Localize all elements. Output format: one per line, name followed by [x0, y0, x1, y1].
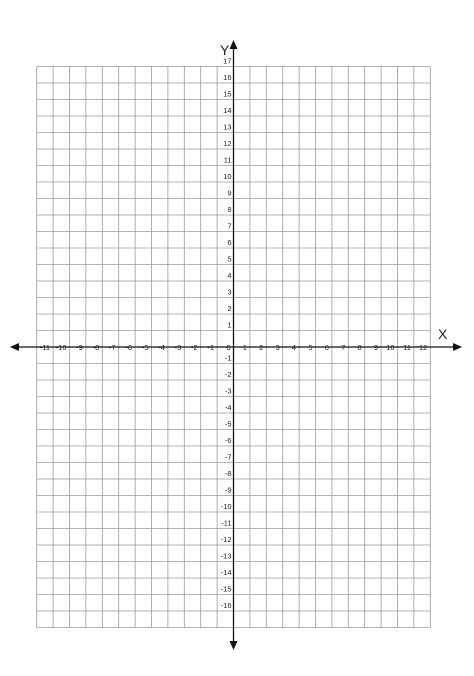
y-tick-label: 13	[223, 122, 232, 132]
x-tick-label: 1	[242, 343, 247, 352]
y-axis-bottom-arrow	[230, 641, 238, 650]
y-tick-label: -3	[224, 386, 232, 396]
y-axis-label: Y	[220, 42, 230, 58]
y-tick-label: -6	[224, 436, 232, 445]
x-tick-label: 3	[275, 343, 280, 352]
x-tick-label: 7	[341, 343, 346, 352]
y-tick-label: 5	[227, 254, 232, 264]
x-tick-label: 12	[418, 343, 428, 352]
y-tick-labels	[221, 57, 232, 611]
y-tick-label: -9	[224, 485, 232, 495]
y-tick-label: -13	[220, 551, 232, 561]
x-tick-label: -7	[109, 343, 116, 352]
x-tick-label: -2	[191, 343, 198, 352]
x-tick-label: -10	[55, 343, 67, 352]
x-tick-label: 5	[308, 343, 313, 352]
x-tick-label: 8	[357, 343, 362, 352]
x-tick-label: -11	[39, 343, 51, 352]
x-tick-label: -8	[92, 343, 100, 352]
y-tick-label: -14	[220, 568, 232, 577]
x-tick-label: -5	[141, 343, 149, 352]
y-tick-label: 7	[227, 221, 232, 231]
y-tick-label: 1	[227, 320, 232, 330]
x-tick-label: 9	[373, 343, 379, 352]
y-tick-label: -15	[220, 584, 232, 594]
y-tick-label: -4	[224, 403, 232, 412]
x-tick-label: 0	[226, 343, 231, 352]
y-tick-label: 16	[223, 73, 232, 82]
y-tick-label: 12	[223, 139, 232, 148]
x-tick-label: -1	[207, 343, 215, 352]
x-axis-label: X	[438, 326, 448, 342]
x-tick-label: -3	[174, 343, 182, 352]
x-tick-label: 11	[403, 343, 411, 352]
y-axis-top-arrow	[230, 40, 238, 49]
y-tick-label: 4	[227, 271, 232, 280]
y-tick-label: -16	[220, 601, 232, 610]
x-axis-left-arrow	[10, 343, 19, 351]
x-tick-label: 10	[386, 343, 395, 352]
x-tick-label: -6	[125, 343, 133, 352]
x-tick-label: -4	[158, 343, 165, 352]
y-tick-label: -1	[224, 353, 232, 363]
x-tick-label: 2	[259, 343, 264, 352]
y-tick-label: 14	[223, 106, 232, 115]
y-tick-label: 8	[227, 205, 232, 214]
y-tick-label: -5	[224, 419, 232, 429]
y-tick-label: -12	[220, 535, 232, 544]
x-axis-right-arrow	[453, 343, 462, 351]
x-tick-label: 4	[291, 343, 297, 352]
y-tick-label: 10	[223, 172, 232, 181]
y-tick-label: -10	[220, 502, 232, 511]
y-tick-label: 3	[227, 287, 232, 297]
x-tick-label: 6	[324, 343, 329, 352]
y-tick-label: 2	[227, 304, 232, 313]
y-tick-label: -8	[224, 469, 232, 478]
x-tick-label: -9	[76, 343, 83, 352]
y-tick-label: -11	[221, 518, 232, 528]
y-tick-label: -7	[224, 452, 232, 462]
y-tick-label: 9	[227, 188, 232, 198]
y-tick-label: 11	[223, 155, 232, 165]
y-tick-label: 6	[227, 238, 232, 247]
y-tick-label: -2	[224, 370, 232, 379]
y-tick-label: 15	[223, 89, 232, 99]
y-tick-label: 17	[223, 56, 232, 66]
